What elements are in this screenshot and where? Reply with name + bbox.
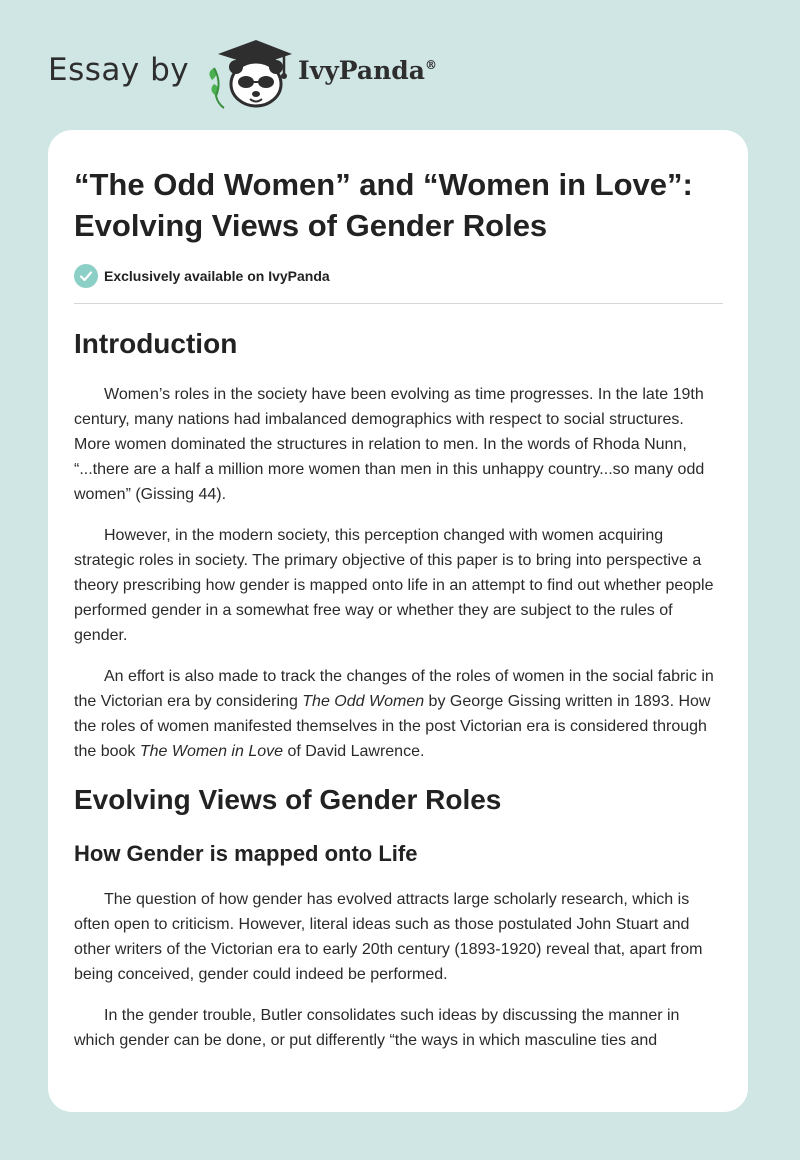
registered-mark: ® [424,58,437,72]
mapped-paragraph-2: In the gender trouble, Butler consolidates such ideas by discussing the manner in which gender can be done, or put differently “the ways in which masculine ties and [74,1007,680,1049]
article-title: “The Odd Women” and “Women in Love”: Evolving Views of Gender Roles [74,167,693,243]
introduction-heading: Introduction [74,328,238,359]
brand-name[interactable]: IvyPanda® [298,56,437,85]
book-title-odd-women: The Odd Women [302,693,425,710]
ivypanda-logo-icon[interactable] [200,34,292,110]
site-header [48,34,508,114]
exclusive-label: Exclusively available on IvyPanda [104,268,330,284]
intro-paragraph-2: However, in the modern society, this perception changed with women acquiring strategic roles in society. The primary objective of this paper is to bring into perspective a theory prescribing how gender is mapped onto life in an attempt to find out whether people performed gender in a somewhat free way or whether they are subject to the rules of gender. [74,527,714,644]
exclusive-badge [74,264,330,288]
article-card [48,130,748,1112]
intro-paragraph-1: Women’s roles in the society have been evolving as time progresses. In the late 19th century, many nations had imbalanced demographics with respect to social structures. More women dominated the structures in relation to men. In the words of Rhoda Nunn, “...there are a half a million more women than men in this unhappy country...so many odd women” (Gissing 44). [74,386,705,503]
check-icon [74,264,98,288]
title-divider [74,303,723,304]
article-body [74,326,723,1053]
gender-mapped-heading: How Gender is mapped onto Life [74,841,418,866]
essay-by-label: Essay by [48,52,190,88]
evolving-views-heading: Evolving Views of Gender Roles [74,784,502,815]
mapped-paragraph-1: The question of how gender has evolved attracts large scholarly research, which is often open to criticism. However, literal ideas such as those postulated John Stuart and other writers of the Victorian era to early 20th century (1893-1920) reveal that, apart from being conceived, gender could indeed be performed. [74,891,703,983]
book-title-women-in-love: The Women in Love [139,743,284,760]
intro-paragraph-3: An effort is also made to track the changes of the roles of women in the social fabric in the Victorian era by considering The Odd Women by George Gissing written in 1893. How the roles of women manifested themselves in the post Victorian era is considered through the book The Women in Love of David Lawrence. [74,668,714,760]
